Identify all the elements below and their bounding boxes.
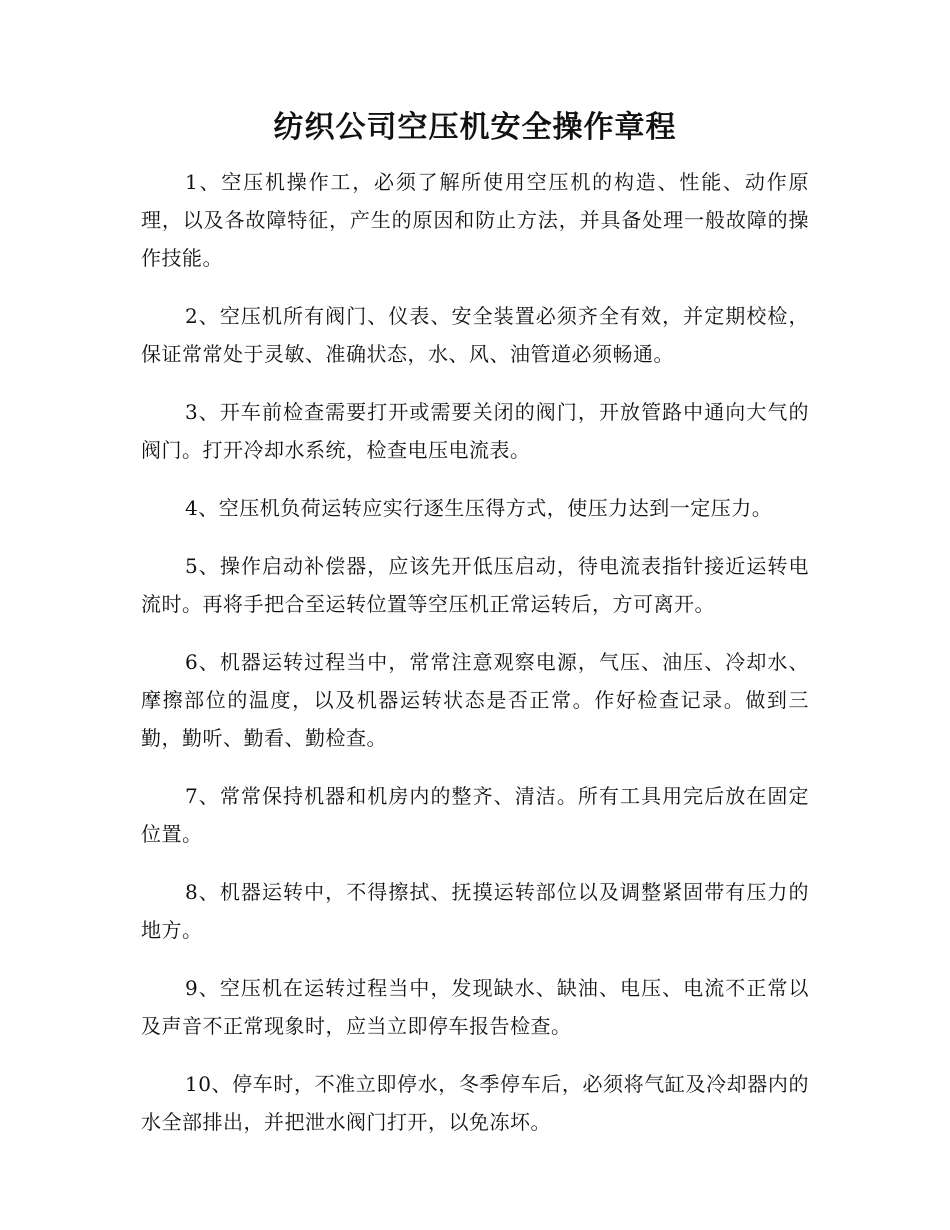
paragraph-4: 4、空压机负荷运转应实行逐生压得方式，使压力达到一定压力。 [185,496,773,520]
paragraph-7: 7、常常保持机器和机房内的整齐、清洁。所有工具用完后放在固定位置。 [141,784,809,846]
paragraph-2: 2、空压机所有阀门、仪表、安全装置必须齐全有效，并定期校检，保证常常处于灵敏、准确状态，水、风、油管道必须畅通。 [141,304,809,366]
paragraph-9: 9、空压机在运转过程当中，发现缺水、缺油、电压、电流不正常以及声音不正常现象时，应当立即停车报告检查。 [141,976,809,1038]
paragraph-6: 6、机器运转过程当中，常常注意观察电源，气压、油压、冷却水、摩擦部位的温度，以及机器运转状态是否正常。作好检查记录。做到三勤，勤听、勤看、勤检查。 [141,650,809,750]
document-body [141,163,809,1161]
paragraph-10: 10、停车时，不准立即停水，冬季停车后，必须将气缸及冷却器内的水全部排出，并把泄水阀门打开，以免冻坏。 [141,1072,809,1134]
paragraph-1: 1、空压机操作工，必须了解所使用空压机的构造、性能、动作原理，以及各故障特征，产生的原因和防止方法，并具备处理一般故障的操作技能。 [141,170,809,270]
paragraph-5: 5、操作启动补偿器，应该先开低压启动，待电流表指针接近运转电流时。再将手把合至运转位置等空压机正常运转后，方可离开。 [141,554,809,616]
paragraph-3: 3、开车前检查需要打开或需要关闭的阀门，开放管路中通向大气的阀门。打开冷却水系统，检查电压电流表。 [141,400,809,462]
paragraph-8: 8、机器运转中，不得擦拭、抚摸运转部位以及调整紧固带有压力的地方。 [141,880,809,942]
document-title: 纺织公司空压机安全操作章程 [273,110,677,145]
